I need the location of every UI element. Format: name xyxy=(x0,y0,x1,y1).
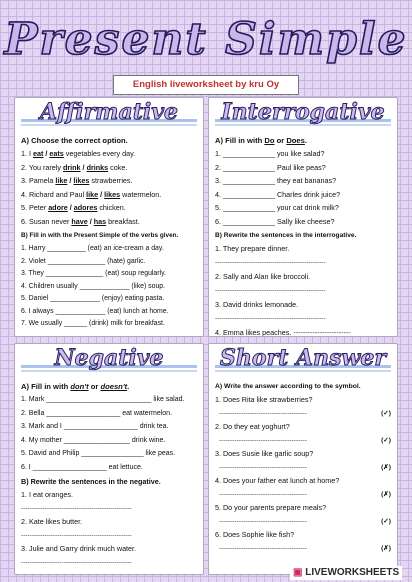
short-answer-question: 1. Does Rita like strawberries? xyxy=(215,395,313,404)
worksheet-title-text: Present Simple xyxy=(4,14,408,65)
negative-card xyxy=(14,343,204,575)
worksheet-title xyxy=(0,16,412,64)
short-answer-card xyxy=(208,343,398,575)
answer-line[interactable]: ------------------------ xyxy=(293,328,351,337)
option-1[interactable]: drink xyxy=(62,162,81,172)
short-answer-part-a-title: A) Write the answer according to the symbol. xyxy=(215,383,361,390)
answer-line[interactable]: ---------------------------------------- xyxy=(219,490,307,498)
answer-symbol: (✓) xyxy=(381,517,391,525)
short-answer-row xyxy=(215,409,391,420)
short-answer-question: 5. Do your parents prepare meals? xyxy=(215,503,327,512)
interrogative-a-item: 3. _____________ they eat bananas? xyxy=(215,176,337,185)
interrogative-a-item: 5. _____________ your cat drink milk? xyxy=(215,203,339,212)
affirmative-b-item: 3. They _______________ (eat) soup regularly. xyxy=(21,270,166,277)
negative-heading: Negative xyxy=(54,345,164,371)
affirmative-header xyxy=(21,98,197,128)
option-2[interactable]: likes xyxy=(104,189,121,199)
affirmative-a-item: 5. Peter adore / adores chicken. xyxy=(21,203,126,212)
option-1[interactable]: like xyxy=(55,176,68,185)
answer-symbol: (✗) xyxy=(381,463,391,471)
interrogative-b-item: 4. Emma likes peaches. ------------------------ xyxy=(215,328,351,337)
affirmative-a-item: 1. I eat / eats vegetables every day. xyxy=(21,149,136,158)
liveworksheets-logo: ▣ LIVEWORKSHEETS xyxy=(290,566,402,580)
affirmative-a-item: 4. Richard and Paul like / likes watermelon. xyxy=(21,189,162,199)
negative-a-item: 5. David and Philip ________________ like peas. xyxy=(21,450,176,457)
interrogative-a-item: 4. _____________ Charles drink juice? xyxy=(215,189,341,199)
answer-line[interactable]: ---------------------------------------------------- xyxy=(21,531,132,539)
short-answer-row xyxy=(215,463,391,474)
short-answer-question: 3. Does Susie like garlic soup? xyxy=(215,449,314,458)
affirmative-b-item: 1. Harry __________ (eat) an ice-cream a day. xyxy=(21,245,164,252)
worksheet-subtitle: English liveworksheet by kru Oy xyxy=(113,75,299,95)
short-answer-heading: Short Answer xyxy=(220,345,386,371)
negative-b-item: 2. Kate likes butter. xyxy=(21,517,83,526)
option-1[interactable]: like xyxy=(86,189,99,199)
short-answer-header xyxy=(215,344,391,374)
answer-line[interactable]: ---------------------------------------------------- xyxy=(215,314,326,322)
answer-line[interactable]: ---------------------------------------- xyxy=(219,544,307,552)
answer-line[interactable]: ---------------------------------------------------- xyxy=(215,258,326,266)
option-1[interactable]: adore xyxy=(48,203,68,212)
option-2[interactable]: likes xyxy=(73,176,90,185)
footer-text: LIVEWORKSHEETS xyxy=(305,567,400,578)
negative-a-item: 3. Mark and I ___________________ drink tea. xyxy=(21,423,169,430)
interrogative-header xyxy=(215,98,391,128)
affirmative-card xyxy=(14,97,204,337)
interrogative-heading: Interrogative xyxy=(221,99,385,125)
answer-line[interactable]: ---------------------------------------------------- xyxy=(21,558,132,566)
answer-line[interactable]: ---------------------------------------- xyxy=(219,517,307,525)
interrogative-b-item: 2. Sally and Alan like broccoli. xyxy=(215,272,311,281)
short-answer-question: 6. Does Sophie like fish? xyxy=(215,530,295,539)
affirmative-heading: Affirmative xyxy=(39,99,179,125)
option-1[interactable]: eat xyxy=(33,149,44,158)
interrogative-b-item: 3. David drinks lemonade. xyxy=(215,300,299,309)
answer-symbol: (✗) xyxy=(381,490,391,498)
negative-part-b-title: B) Rewrite the sentences in the negative. xyxy=(21,477,161,486)
answer-line[interactable]: ---------------------------------------- xyxy=(219,409,307,417)
negative-b-item: 3. Julie and Garry drink much water. xyxy=(21,544,137,553)
negative-part-a-title: A) Fill in with don't or doesn't. xyxy=(21,382,130,391)
short-answer-row xyxy=(215,544,391,555)
affirmative-a-item: 6. Susan never have / has breakfast. xyxy=(21,216,140,226)
short-answer-row xyxy=(215,517,391,528)
answer-symbol: (✓) xyxy=(381,436,391,444)
answer-symbol: (✗) xyxy=(381,544,391,552)
affirmative-b-item: 4. Children usually _____________ (like) soup. xyxy=(21,282,166,290)
affirmative-b-item: 5. Daniel _____________ (enjoy) eating pasta. xyxy=(21,295,165,302)
negative-b-item: 1. I eat oranges. xyxy=(21,490,73,499)
interrogative-a-item: 2. _____________ Paul like peas? xyxy=(215,162,326,172)
option-2[interactable]: eats xyxy=(49,149,64,158)
short-answer-question: 4. Does your father eat lunch at home? xyxy=(215,476,340,485)
affirmative-part-b-title: B) Fill in with the Present Simple of the verbs given. xyxy=(21,232,179,239)
interrogative-b-item: 1. They prepare dinner. xyxy=(215,244,290,253)
option-2[interactable]: adores xyxy=(73,203,98,212)
short-answer-row xyxy=(215,490,391,501)
option-1[interactable]: have xyxy=(71,216,88,226)
affirmative-b-item: 7. We usually ______ (drink) milk for breakfast. xyxy=(21,320,165,327)
answer-line[interactable]: ---------------------------------------- xyxy=(219,436,307,444)
interrogative-a-item: 1. _____________ you like salad? xyxy=(215,149,325,158)
interrogative-a-item: 6. _____________ Sally like cheese? xyxy=(215,216,335,226)
answer-symbol: (✓) xyxy=(381,409,391,417)
interrogative-part-a-title: A) Fill in with Do or Does. xyxy=(215,136,308,145)
interrogative-card xyxy=(208,97,398,337)
short-answer-question: 2. Do they eat yoghurt? xyxy=(215,422,290,431)
option-2[interactable]: drinks xyxy=(86,162,109,172)
affirmative-b-item: 2. Violet _______________ (hate) garlic. xyxy=(21,257,146,265)
negative-a-item: 6. I ___________________ eat lettuce. xyxy=(21,463,143,471)
affirmative-b-item: 6. I always _____________ (eat) lunch at home. xyxy=(21,307,169,315)
answer-line[interactable]: ---------------------------------------- xyxy=(219,463,307,471)
negative-a-item: 1. Mark ___________________________ like salad. xyxy=(21,396,185,403)
affirmative-part-a-title: A) Choose the correct option. xyxy=(21,136,128,145)
negative-a-item: 4. My mother _________________ drink wine. xyxy=(21,436,166,444)
interrogative-part-b-title: B) Rewrite the sentences in the interrogative. xyxy=(215,232,357,239)
affirmative-a-item: 3. Pamela like / likes strawberries. xyxy=(21,176,133,185)
negative-header xyxy=(21,344,197,374)
negative-a-item: 2. Bella ___________________ eat watermelon. xyxy=(21,409,173,417)
answer-line[interactable]: ---------------------------------------------------- xyxy=(215,286,326,294)
answer-line[interactable]: ---------------------------------------------------- xyxy=(21,504,132,512)
short-answer-row xyxy=(215,436,391,447)
affirmative-a-item: 2. You rarely drink / drinks coke. xyxy=(21,162,128,172)
option-2[interactable]: has xyxy=(93,216,107,226)
